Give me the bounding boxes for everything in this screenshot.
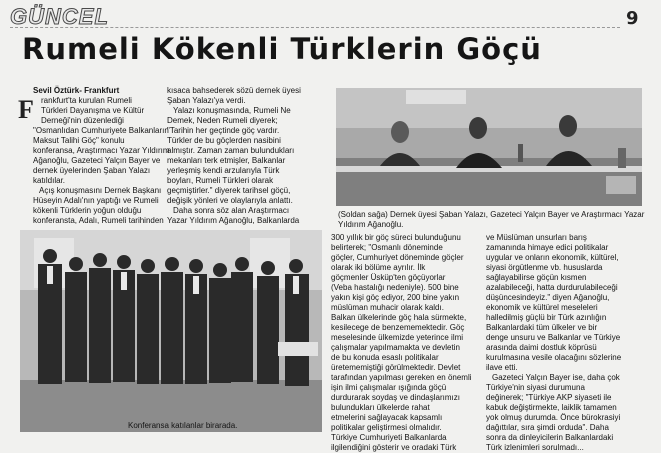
article-line: Yazar Yıldırım Ağanoğlu, Balkanlarda <box>167 216 300 225</box>
article-line: etmelerini sağlayacak kapsamlı <box>331 413 443 422</box>
article-line: ilgilendiğini gösterir ve oradaki Türk <box>331 443 457 452</box>
article-line: halledilmiş güçlü bir Türk azınlığın <box>486 313 607 322</box>
article-line: "Tarihin her geçtinde göç vardır. <box>167 126 280 135</box>
article-line: durdurarak soydaş ve dindaşlarımızı <box>331 393 460 402</box>
article-line: yok olmuş durumda. Önce bürokrasiyi <box>486 413 621 422</box>
article-line: rankfurt'ta kurulan Rumeli <box>41 96 132 105</box>
article-column-4 <box>486 233 646 453</box>
article-line: Türkiye Cumhuriyeti Balkanlarda <box>331 433 447 442</box>
article-line: azalabileceği, hatta durdurulabileceği <box>486 283 618 292</box>
page-number: 9 <box>626 8 639 29</box>
group-photo-image <box>20 230 322 432</box>
group-photo <box>20 230 322 432</box>
article-line: Daha sonra söz alan Araştırmacı <box>173 206 290 215</box>
article-column-1 <box>33 86 170 226</box>
article-line: göçmenler Üsküp'ten göçüyorlar <box>331 273 446 282</box>
article-line: politikalar geliştirmesi olmalıdır. <box>331 423 442 432</box>
article-line: 300 yıllık bir göç süreci bulunduğunu <box>331 233 461 242</box>
article-line: üretememiştiği görülmektedir. Devlet <box>331 363 461 372</box>
article-line: meselesinde ülkemizde yeterince ilmi <box>331 333 464 342</box>
article-line: değinerek; "Türkiye AKP siyaseti ile <box>486 393 612 402</box>
article-line: konferansa, Araştırmacı Yazar Yıldırım <box>33 146 170 155</box>
article-line: kesilecege de benzememektedir. Göç <box>331 323 465 332</box>
article-line: çalışmalar yapılmamakta ve devletin <box>331 343 460 352</box>
article-line: göçler, Cumhuriyet döneminde göçler <box>331 253 464 262</box>
article-line: denge unsuru ve Balkanlar ve Türkiye <box>486 333 621 342</box>
article-column-3 <box>331 233 479 453</box>
article-line: Türkiye'nin siyasi durumuna <box>486 383 585 392</box>
article-line: dernek üyelerinden Şaban Yalazı <box>33 166 151 175</box>
article-line: (Veba hastalığı nedeniyle). 500 bine <box>331 283 459 292</box>
article-line: yakın kişi göç ediyor, 200 bine yakın <box>331 293 460 302</box>
article-line: belirterek; "Osmanlı döneminde <box>331 243 443 252</box>
article-line: Gazeteci Yalçın Bayer ise, daha çok <box>492 373 620 382</box>
article-column-2 <box>167 86 327 226</box>
article-line: Balkan ülkelerinde göç hala sürmekte, <box>331 313 467 322</box>
article-line: Maksut Talihi Göç" konulu <box>33 136 125 145</box>
article-line: kökenli Türklerin yoğun olduğu <box>33 206 142 215</box>
article-line: Derneği'nin düzenlediği <box>41 116 124 125</box>
article-line: tarafından yapılması gereken en önemli <box>331 373 472 382</box>
article-line: konferansta, Adalı, Rumeli tarihinden <box>33 216 164 225</box>
article-line: kurulmasına vesile olacağını sözlerine <box>486 353 622 362</box>
article-line: sonra da dinleyicilerin Balkanlardaki <box>486 433 614 442</box>
article-line: ekonomik ve kültürel meseleleri <box>486 303 598 312</box>
article-line: Demek, Neden Rumeli diyerek; <box>167 116 278 125</box>
article-line: Türk izlenimleri sorulmadı... <box>486 443 584 452</box>
article-line: Şaban Yalazı'ya verdi. <box>167 96 246 105</box>
article-line: almıştır. Zaman zaman bulundukları <box>167 146 295 155</box>
article-line: dağıttılar, sıra şimdi orduda". Daha <box>486 423 609 432</box>
panel-speakers-photo <box>336 88 642 206</box>
article-line: olarak iki bölüme ayrılır. İlk <box>331 263 426 272</box>
section-label: GÜNCEL <box>10 4 109 29</box>
header-rule <box>10 27 620 28</box>
article-line: "Osmanlıdan Cumhuriyete Balkanların <box>33 126 169 135</box>
article-line: arasında daimi dostluk köprüsü <box>486 343 597 352</box>
article-line: Türkleri Dayanışma ve Kültür <box>41 106 145 115</box>
article-line: kabuk değiştirmekte, laiklik tamamen <box>486 403 617 412</box>
article-line: müslüman muhacir olarak kaldı. <box>331 303 444 312</box>
article-line: Yalazı konuşmasında, Rumeli Ne <box>173 106 291 115</box>
article-line: uygular ve onların ekonomik, kültürel, <box>486 253 619 262</box>
article-line: ve Müslüman unsurları barış <box>486 233 587 242</box>
article-line: yerleşmiş kendi arzularıyla Türk <box>167 166 280 175</box>
headline: Rumeli Kökenli Türklerin Göçü <box>22 32 542 66</box>
article-line: boyları, Rumeli Türkleri olarak <box>167 176 274 185</box>
article-line: işin ilmi çalışmalar ışığında göçü <box>331 383 447 392</box>
article-line: Ağanoğlu, Gazeteci Yalçın Bayer ve <box>33 156 161 165</box>
panel-photo-caption: (Soldan sağa) Dernek üyesi Şaban Yalazı, Gazeteci Yalçın Bayer ve Araştırmacı Yazar Yıldırım Ağanoğlu. <box>338 210 645 229</box>
article-line: değişik yönleri ve olaylarıyla anlattı. <box>167 196 293 205</box>
article-line: Hüseyin Adalı'nın yaptığı ve Rumeli <box>33 196 159 205</box>
article-line: Açış konuşmasını Dernek Başkanı <box>39 186 162 195</box>
article-line: kısaca bahsederek sözü dernek üyesi <box>167 86 301 95</box>
article-line: düşüncesindeyiz." diyen Ağanoğlu, <box>486 293 610 302</box>
article-line: ilave etti. <box>486 363 518 372</box>
article-line: Balkanlardaki tüm ülkeler ve bir <box>486 323 598 332</box>
article-line: sağlayabilirse göçün kısmen <box>486 273 587 282</box>
article-line: mekanları terk etmişler, Balkanlar <box>167 156 286 165</box>
byline-line: Sevil Öztürk- Frankfurt <box>33 86 120 95</box>
panel-speakers-image <box>336 88 642 206</box>
drop-cap: F <box>18 95 34 124</box>
article-line: bulundukları ülkelerde rahat <box>331 403 430 412</box>
article-line: de bu konuda esaslı politikalar <box>331 353 439 362</box>
article-line: Türkler de bu göçlerden nasibini <box>167 136 281 145</box>
group-photo-caption: Konferansa katılanlar birarada. <box>128 421 238 430</box>
article-line: zamanında himaye edici politikalar <box>486 243 609 252</box>
article-line: siyasi örgütlenme vb. hususlarda <box>486 263 603 272</box>
article-line: geçmiştirler." diyerek tarihsel göçü, <box>167 186 291 195</box>
article-line: katıldılar. <box>33 176 66 185</box>
